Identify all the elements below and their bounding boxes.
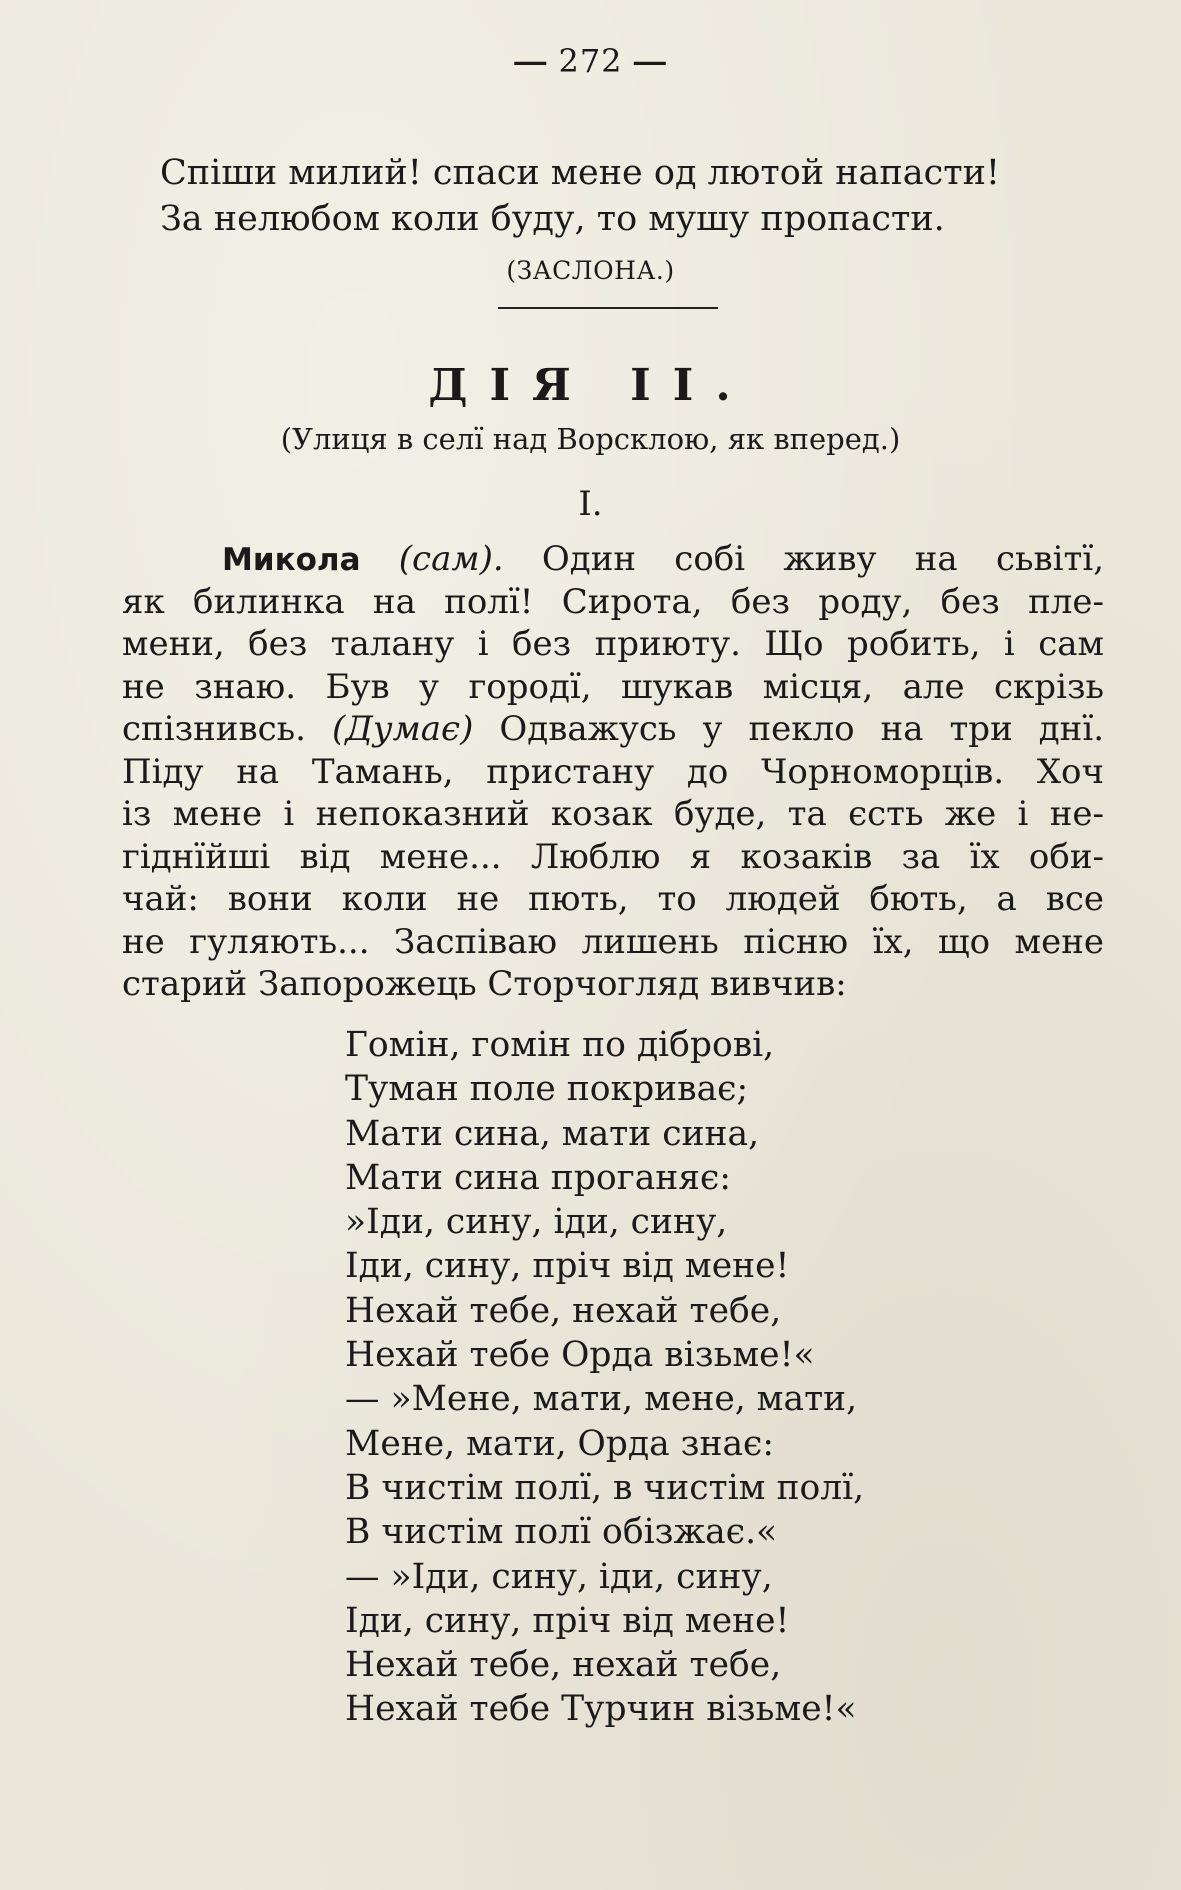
monologue-line-3: мени, без талану і без приюту. Що робить, і сам (122, 624, 1104, 664)
section-divider (498, 307, 718, 309)
page-number-value: 272 (558, 42, 623, 80)
page-number-dash-left: — (514, 43, 548, 79)
song-line: Мати сина проганяє: (345, 1157, 731, 1198)
monologue-text-1: Один собі живу на сьвітї, (541, 539, 1105, 579)
scene-setting: (Улиця в селї над Ворсклою, як вперед.) (280, 422, 901, 456)
song-line: Гомін, гомін по діброві, (345, 1025, 775, 1065)
monologue-line-11: старий Запорожець Сторчогляд вивчив: (122, 964, 847, 1004)
song-line: Іди, сину, пріч від мене! (345, 1600, 790, 1641)
monologue-line-1 (122, 538, 1104, 581)
opening-line-1: Спіши милий! спаси мене од лютой напасти! (160, 153, 1000, 193)
song-line: »Іди, сину, іди, сину, (345, 1202, 728, 1243)
monologue-line-7: із мене і непоказний козак буде, та єсть же і не- (122, 794, 1104, 834)
speaker-direction: (сам). (398, 539, 504, 579)
monologue-line-8: гіднїйші від мене... Люблю я козаків за їх оби- (122, 836, 1104, 877)
song-line: Мати сина, мати сина, (345, 1113, 760, 1154)
song-verse (345, 1023, 864, 1732)
song-line: Туман поле покриває; (345, 1069, 749, 1110)
song-line: Мене, мати, Орда знає: (345, 1423, 774, 1464)
act-title: ДІЯ II. (428, 360, 753, 411)
monologue (122, 538, 1104, 1006)
song-line: — »Мене, мати, мене, мати, (345, 1379, 858, 1420)
song-line: Нехай тебе, нехай тебе, (345, 1290, 782, 1331)
song-line: Нехай тебе Турчин візьме!« (345, 1689, 857, 1730)
monologue-line-10: не гуляють... Заспіваю лишень пісню їх, що мене (122, 921, 1104, 962)
monologue-text-5b: Одважусь у пекло на три днї. (499, 709, 1105, 749)
opening-line-2: За нелюбом коли буду, то мушу пропасти. (160, 199, 945, 239)
page-number (0, 42, 1181, 80)
stage-direction-thinks: (Думає) (331, 709, 474, 749)
monologue-line-5 (122, 708, 1104, 751)
monologue-text-5a: спізнивсь. (122, 709, 306, 749)
song-line: В чистім полї обізжає.« (345, 1512, 778, 1553)
song-line: Іди, сину, пріч від мене! (345, 1246, 790, 1287)
song-line: В чистім полї, в чистім полї, (345, 1467, 865, 1508)
monologue-line-6: Піду на Тамань, пристану до Чорноморців. Хоч (122, 751, 1104, 792)
song-line: Нехай тебе, нехай тебе, (345, 1645, 782, 1686)
monologue-line-9: чай: вони коли не пють, то людей бють, а все (122, 879, 1104, 919)
scene-number: I. (578, 484, 603, 524)
curtain-direction: (ЗАСЛОНА.) (506, 256, 675, 285)
page-number-dash-right: — (633, 43, 667, 79)
monologue-line-4: не знаю. Був у городї, шукав місця, але скрізь (122, 666, 1104, 707)
speaker-name: Микола (222, 542, 361, 578)
monologue-line-2: як билинка на полї! Сирота, без роду, без пле- (122, 581, 1104, 622)
song-line: — »Іди, сину, іди, сину, (345, 1556, 773, 1597)
song-line: Нехай тебе Орда візьме!« (345, 1335, 815, 1376)
